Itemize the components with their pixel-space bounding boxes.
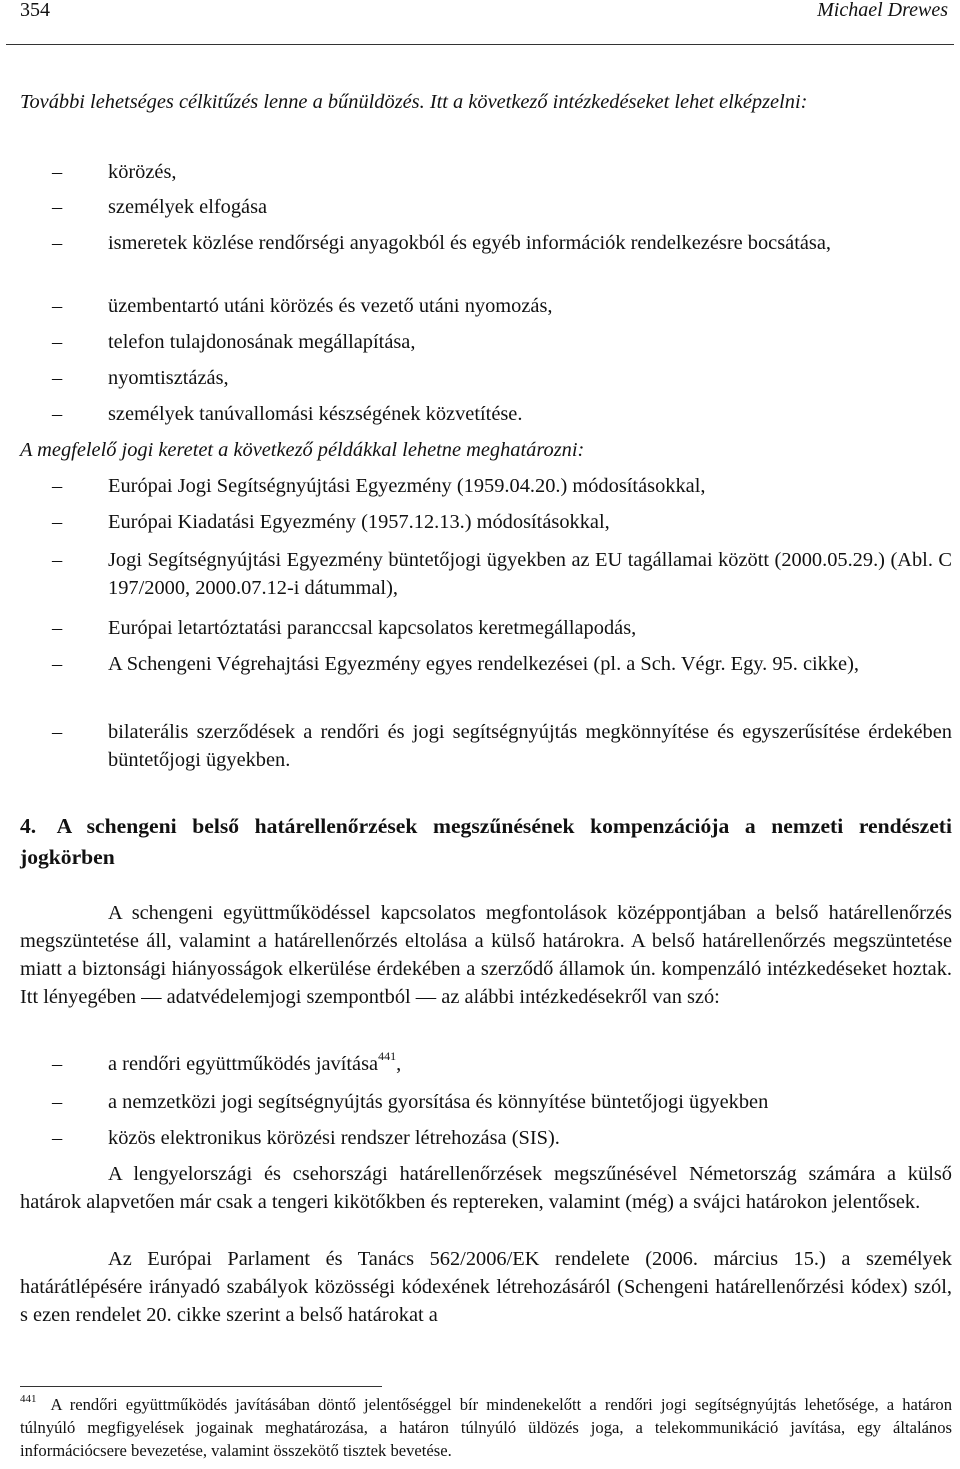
body-paragraph: Az Európai Parlament és Tanács 562/2006/EK rendelete (2006. március 15.) a személyek határátlépésére irányadó szabályok közösségi kódexének létrehozásáról (Schengeni határellenőrzési kódex) szól, s ezen rendelet 20. cikke szerint a belső határokat a bbox=[20, 1248, 952, 1326]
dash-bullet: – bbox=[52, 161, 63, 183]
dash-bullet: – bbox=[52, 196, 63, 218]
list-item-text: üzembentartó utáni körözés és vezető utáni nyomozás, bbox=[108, 295, 553, 317]
section-title: A schengeni belső határellenőrzések megszűnésének kompenzációja a nemzeti rendészeti jogkörben bbox=[20, 814, 952, 869]
page-number: 354 bbox=[20, 0, 50, 21]
list-item-text: személyek elfogása bbox=[108, 196, 268, 218]
dash-bullet: – bbox=[52, 511, 63, 533]
page-header bbox=[20, 0, 952, 40]
list-item-text: telefon tulajdonosának megállapítása, bbox=[108, 331, 416, 353]
list-item-text: a nemzetközi jogi segítségnyújtás gyorsítása és könnyítése büntetőjogi ügyekben bbox=[108, 1091, 769, 1113]
list-item-text: ismeretek közlése rendőrségi anyagokból és egyéb információk rendelkezésre bocsátása, bbox=[108, 232, 832, 254]
list-item-label: a rendőri együttműködés javítása bbox=[108, 1053, 379, 1075]
footnote-text: A rendőri együttműködés javításában döntő jelentőséggel bír mindenekelőtt a rendőri jogi segítségnyújtás lehetősége, a határon túlnyúló megfigyelések jogainak meghatározása, a határon túlnyúló üldözés joga, a telekommunikáció javítása, egy általános információcsere bevezetése, valamint összekötő tisztek bevetése. bbox=[20, 1395, 952, 1460]
dash-bullet: – bbox=[52, 367, 63, 389]
dash-bullet: – bbox=[52, 331, 63, 353]
list-item-text: Európai Jogi Segítségnyújtási Egyezmény (1959.04.20.) módosításokkal, bbox=[108, 475, 706, 497]
dash-bullet: – bbox=[52, 295, 63, 317]
list-item-text: személyek tanúvallomási készségének közvetítése. bbox=[108, 403, 523, 425]
section-number: 4. bbox=[20, 814, 37, 838]
framework-intro: A megfelelő jogi keretet a következő példákkal lehetne meghatározni: bbox=[20, 439, 585, 461]
footnote bbox=[20, 1393, 952, 1462]
list-item-text: Jogi Segítségnyújtási Egyezmény büntetőjogi ügyekben az EU tagállamai között (2000.05.29.) (Abl. C 197/2000, 2000.07.12-i dátummal), bbox=[108, 549, 952, 599]
dash-bullet: – bbox=[52, 549, 63, 571]
footnote-reference: 441 bbox=[378, 1049, 397, 1063]
list-item-text: bilaterális szerződések a rendőri és jogi segítségnyújtás megkönnyítése és egyszerűsítése érdekében büntetőjogi ügyekben. bbox=[108, 721, 952, 771]
dash-bullet: – bbox=[52, 1053, 63, 1075]
list-item-text: nyomtisztázás, bbox=[108, 367, 229, 389]
footnote-mark: 441 bbox=[20, 1393, 37, 1405]
list-item-text: körözés, bbox=[108, 161, 177, 183]
header-rule bbox=[6, 44, 954, 45]
intro-paragraph: További lehetséges célkitűzés lenne a bűnüldözés. Itt a következő intézkedéseket lehet elképzelni: bbox=[20, 91, 808, 113]
dash-bullet: – bbox=[52, 721, 63, 743]
dash-bullet: – bbox=[52, 617, 63, 639]
footnote-rule bbox=[20, 1386, 382, 1387]
dash-bullet: – bbox=[52, 653, 63, 675]
list-item-tail: , bbox=[396, 1053, 402, 1075]
document-page bbox=[20, 0, 952, 1469]
list-item-text: közös elektronikus körözési rendszer létrehozása (SIS). bbox=[108, 1127, 560, 1149]
dash-bullet: – bbox=[52, 1091, 63, 1113]
body-paragraph: A schengeni együttműködéssel kapcsolatos megfontolások középpontjában a belső határellenőrzés megszüntetése áll, valamint a határellenőrzés eltolása a külső határokra. A belső határellenőrzés megszüntetése miatt a biztonsági hiányosságok elkerülése érdekében a szerződő államok ún. kompenzáló intézkedéseket hoztak. Itt lényegében — adatvédelemjogi szempontból — az alábbi intézkedésekről van szó: bbox=[20, 902, 952, 1008]
dash-bullet: – bbox=[52, 1127, 63, 1149]
list-item-text: A Schengeni Végrehajtási Egyezmény egyes rendelkezései (pl. a Sch. Végr. Egy. 95. cikke), bbox=[108, 653, 859, 675]
list-item-text: Európai Kiadatási Egyezmény (1957.12.13.) módosításokkal, bbox=[108, 511, 610, 533]
list-item-text: Európai letartóztatási paranccsal kapcsolatos keretmegállapodás, bbox=[108, 617, 637, 639]
running-author: Michael Drewes bbox=[817, 0, 948, 21]
dash-bullet: – bbox=[52, 403, 63, 425]
dash-bullet: – bbox=[52, 475, 63, 497]
dash-bullet: – bbox=[52, 232, 63, 254]
body-paragraph: A lengyelországi és csehországi határellenőrzések megszűnésével Németország számára a külső határok alapvetően már csak a tengeri kikötőkben és reptereken, valamint (még) a svájci határokon jelentősek. bbox=[20, 1163, 952, 1213]
list-item-text bbox=[108, 1050, 952, 1078]
section-heading bbox=[20, 811, 952, 873]
